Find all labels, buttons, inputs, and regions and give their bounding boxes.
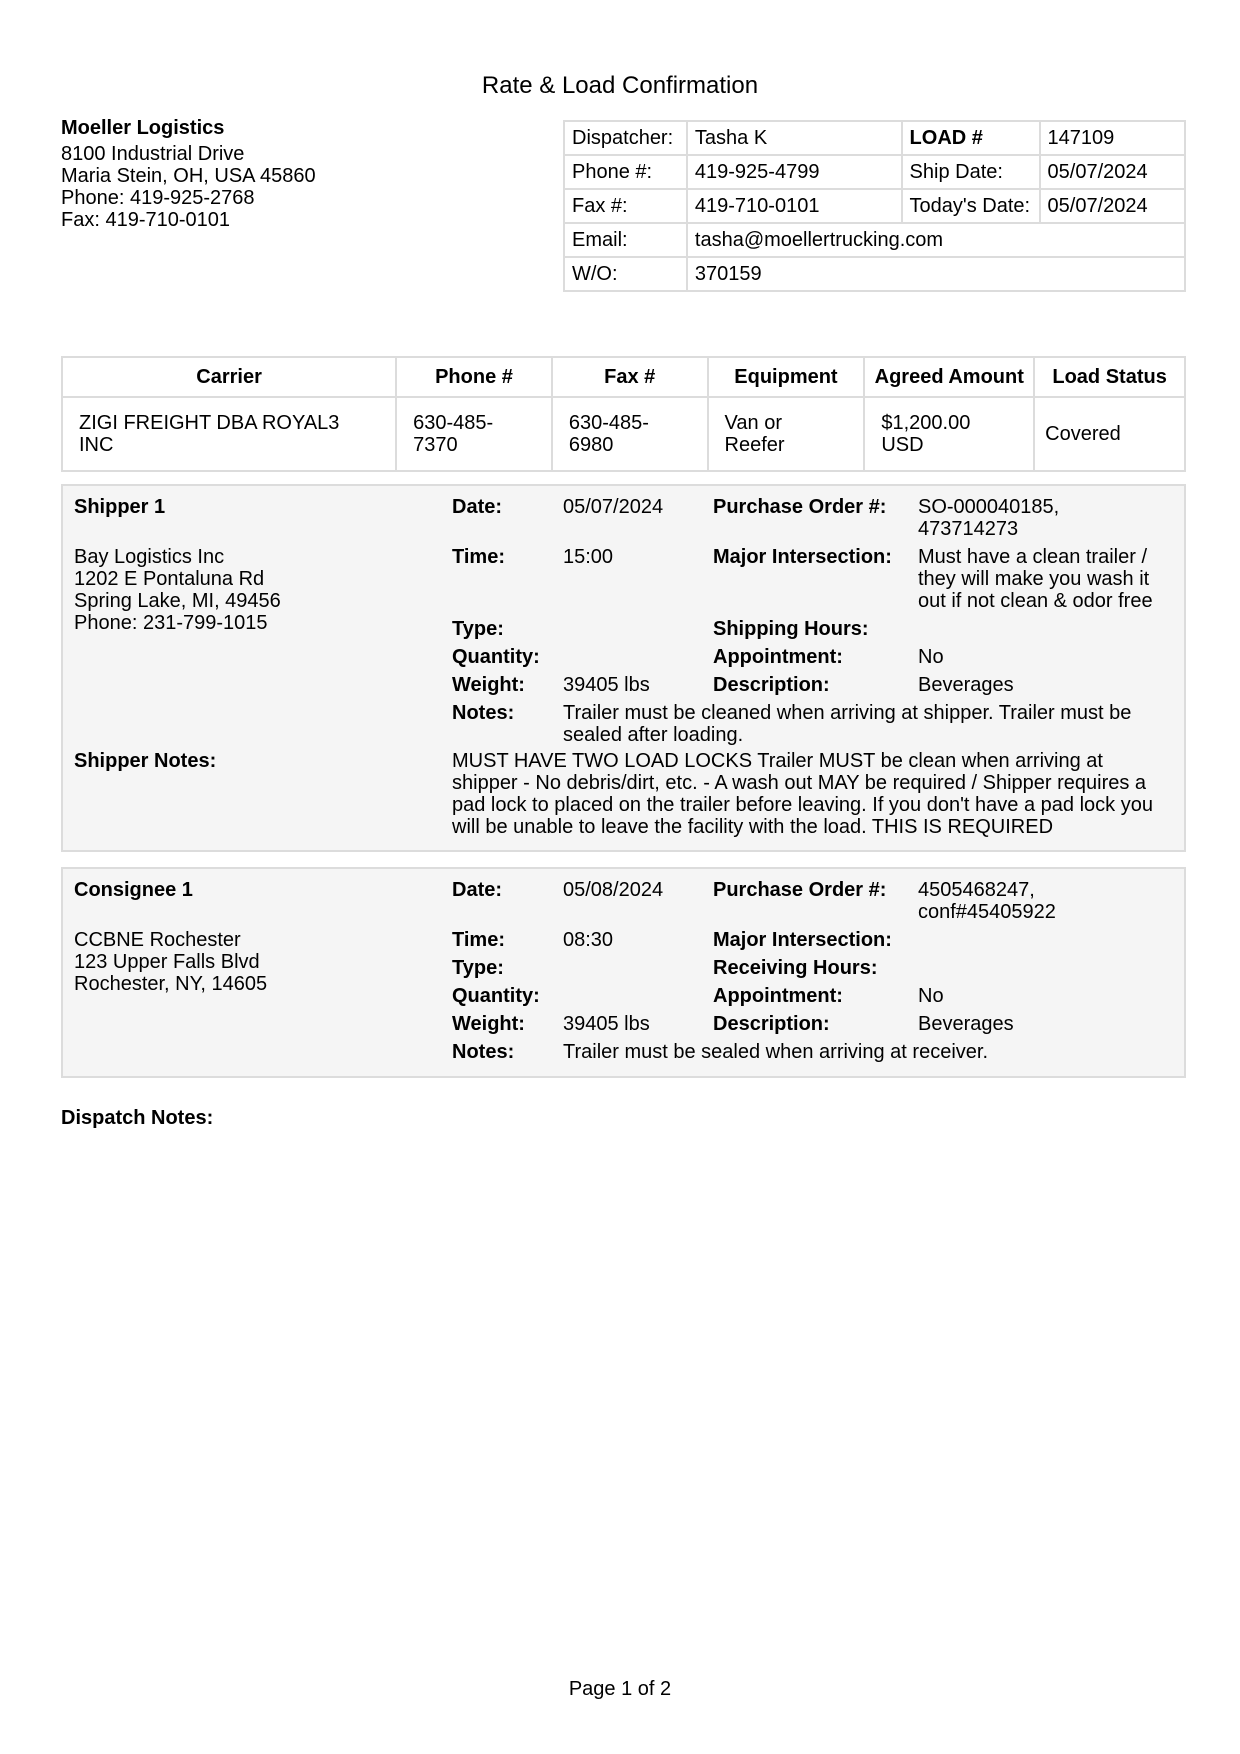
company-phone: Phone: 419-925-2768	[61, 187, 255, 209]
shipper-address	[74, 546, 281, 634]
consignee-time-value: 08:30	[563, 929, 614, 951]
shipper-time-value: 15:00	[563, 546, 614, 568]
consignee-section	[61, 867, 1186, 1078]
carrier-phone: 630-485-7370	[396, 397, 552, 471]
dispatch-fax-value: 419-710-0101	[687, 189, 902, 223]
dispatch-phone-value: 419-925-4799	[687, 155, 902, 189]
consignee-notes-label: Notes:	[452, 1041, 515, 1063]
consignee-title: Consignee 1	[74, 879, 193, 901]
shipper-time-label: Time:	[452, 546, 505, 568]
load-number-label: LOAD #	[902, 121, 1040, 155]
consignee-notes-value: Trailer must be sealed when arriving at receiver.	[563, 1041, 988, 1063]
todays-date-value: 05/07/2024	[1040, 189, 1185, 223]
dispatch-fax-label: Fax #:	[564, 189, 687, 223]
work-order-label: W/O:	[564, 257, 687, 291]
equipment-value: Van or Reefer	[708, 397, 865, 471]
shipping-hours-label: Shipping Hours:	[713, 618, 869, 640]
page-number: Page 1 of 2	[568, 1678, 672, 1700]
consignee-description-label: Description:	[713, 1013, 830, 1035]
shipper-po-line1: SO-000040185,	[918, 496, 1060, 518]
shipper-address-line2: Spring Lake, MI, 49456	[74, 590, 281, 612]
carrier-fax-header: Fax #	[552, 357, 708, 397]
shipper-appointment-value: No	[918, 646, 944, 668]
shipper-phone: Phone: 231-799-1015	[74, 612, 268, 634]
consignee-intersection-label: Major Intersection:	[713, 929, 892, 951]
company-fax: Fax: 419-710-0101	[61, 209, 231, 231]
shipper-po-value	[918, 496, 1059, 540]
todays-date-label: Today's Date:	[902, 189, 1040, 223]
shipper-notes-label: Shipper Notes:	[74, 750, 217, 772]
load-status-value: Covered	[1034, 397, 1185, 471]
shipper-intersection-line2: they will make you wash it	[918, 568, 1150, 590]
table-row	[62, 397, 1185, 471]
carrier-fax: 630-485-6980	[552, 397, 708, 471]
shipper-description-label: Description:	[713, 674, 830, 696]
ship-date-value: 05/07/2024	[1040, 155, 1185, 189]
consignee-appointment-value: No	[918, 985, 944, 1007]
consignee-po-value	[918, 879, 1056, 923]
shipper-notes-label-inline: Notes:	[452, 702, 515, 724]
consignee-date-label: Date:	[452, 879, 503, 901]
carrier-table	[61, 356, 1186, 472]
company-address-line2: Maria Stein, OH, USA 45860	[61, 165, 316, 187]
shipper-appointment-label: Appointment:	[713, 646, 843, 668]
carrier-phone-header: Phone #	[396, 357, 552, 397]
work-order-value: 370159	[687, 257, 1185, 291]
shipper-intersection-line1: Must have a clean trailer /	[918, 546, 1147, 568]
shipper-section	[61, 484, 1186, 852]
consignee-po-label: Purchase Order #:	[713, 879, 887, 901]
consignee-description-value: Beverages	[918, 1013, 1014, 1035]
consignee-quantity-label: Quantity:	[452, 985, 540, 1007]
dispatcher-value: Tasha K	[687, 121, 902, 155]
shipper-intersection-value	[918, 546, 1153, 612]
agreed-amount-header: Agreed Amount	[864, 357, 1034, 397]
shipper-weight-value: 39405 lbs	[563, 674, 650, 696]
consignee-address	[74, 929, 267, 995]
equipment-header: Equipment	[708, 357, 865, 397]
shipper-notes-value-inline: Trailer must be cleaned when arriving at shipper. Trailer must be sealed after loading.	[563, 702, 1132, 746]
agreed-amount-value: $1,200.00 USD	[864, 397, 1034, 471]
load-status-header: Load Status	[1034, 357, 1185, 397]
dispatcher-label: Dispatcher:	[564, 121, 687, 155]
consignee-date-value: 05/08/2024	[563, 879, 664, 901]
consignee-weight-label: Weight:	[452, 1013, 525, 1035]
company-info	[61, 117, 316, 231]
shipper-intersection-label: Major Intersection:	[713, 546, 892, 568]
shipper-po-line2: 473714273	[918, 518, 1019, 540]
consignee-type-label: Type:	[452, 957, 504, 979]
consignee-po-line1: 4505468247,	[918, 879, 1035, 901]
page-title: Rate & Load Confirmation	[481, 72, 759, 99]
company-address-line1: 8100 Industrial Drive	[61, 143, 245, 165]
shipper-name: Bay Logistics Inc	[74, 546, 225, 568]
shipper-date-value: 05/07/2024	[563, 496, 664, 518]
dispatch-info-table	[563, 120, 1186, 292]
carrier-name: ZIGI FREIGHT DBA ROYAL3 INC	[62, 397, 396, 471]
consignee-appointment-label: Appointment:	[713, 985, 843, 1007]
consignee-address-line2: Rochester, NY, 14605	[74, 973, 268, 995]
shipper-address-line1: 1202 E Pontaluna Rd	[74, 568, 265, 590]
consignee-address-line1: 123 Upper Falls Blvd	[74, 951, 260, 973]
shipper-description-value: Beverages	[918, 674, 1014, 696]
shipper-date-label: Date:	[452, 496, 503, 518]
dispatch-email-label: Email:	[564, 223, 687, 257]
shipper-type-label: Type:	[452, 618, 504, 640]
consignee-time-label: Time:	[452, 929, 505, 951]
receiving-hours-label: Receiving Hours:	[713, 957, 878, 979]
shipper-notes-value: MUST HAVE TWO LOAD LOCKS Trailer MUST be clean when arriving at shipper - No debris/dirt, etc. - A wash out MAY be required / Shipper requires a pad lock to placed on the trailer before leaving. If you don't have a pad lock you will be unable to leave the facility with the load. THIS IS REQUIRED	[452, 750, 1153, 838]
load-number-value: 147109	[1040, 121, 1185, 155]
shipper-intersection-line3: out if not clean & odor free	[918, 590, 1153, 612]
ship-date-label: Ship Date:	[902, 155, 1040, 189]
dispatch-notes-label: Dispatch Notes:	[61, 1107, 214, 1129]
consignee-po-line2: conf#45405922	[918, 901, 1056, 923]
shipper-po-label: Purchase Order #:	[713, 496, 887, 518]
consignee-weight-value: 39405 lbs	[563, 1013, 650, 1035]
carrier-header: Carrier	[62, 357, 396, 397]
shipper-weight-label: Weight:	[452, 674, 525, 696]
shipper-quantity-label: Quantity:	[452, 646, 540, 668]
company-name: Moeller Logistics	[61, 117, 225, 139]
dispatch-email-value: tasha@moellertrucking.com	[687, 223, 1185, 257]
consignee-name: CCBNE Rochester	[74, 929, 241, 951]
shipper-title: Shipper 1	[74, 496, 166, 518]
dispatch-phone-label: Phone #:	[564, 155, 687, 189]
